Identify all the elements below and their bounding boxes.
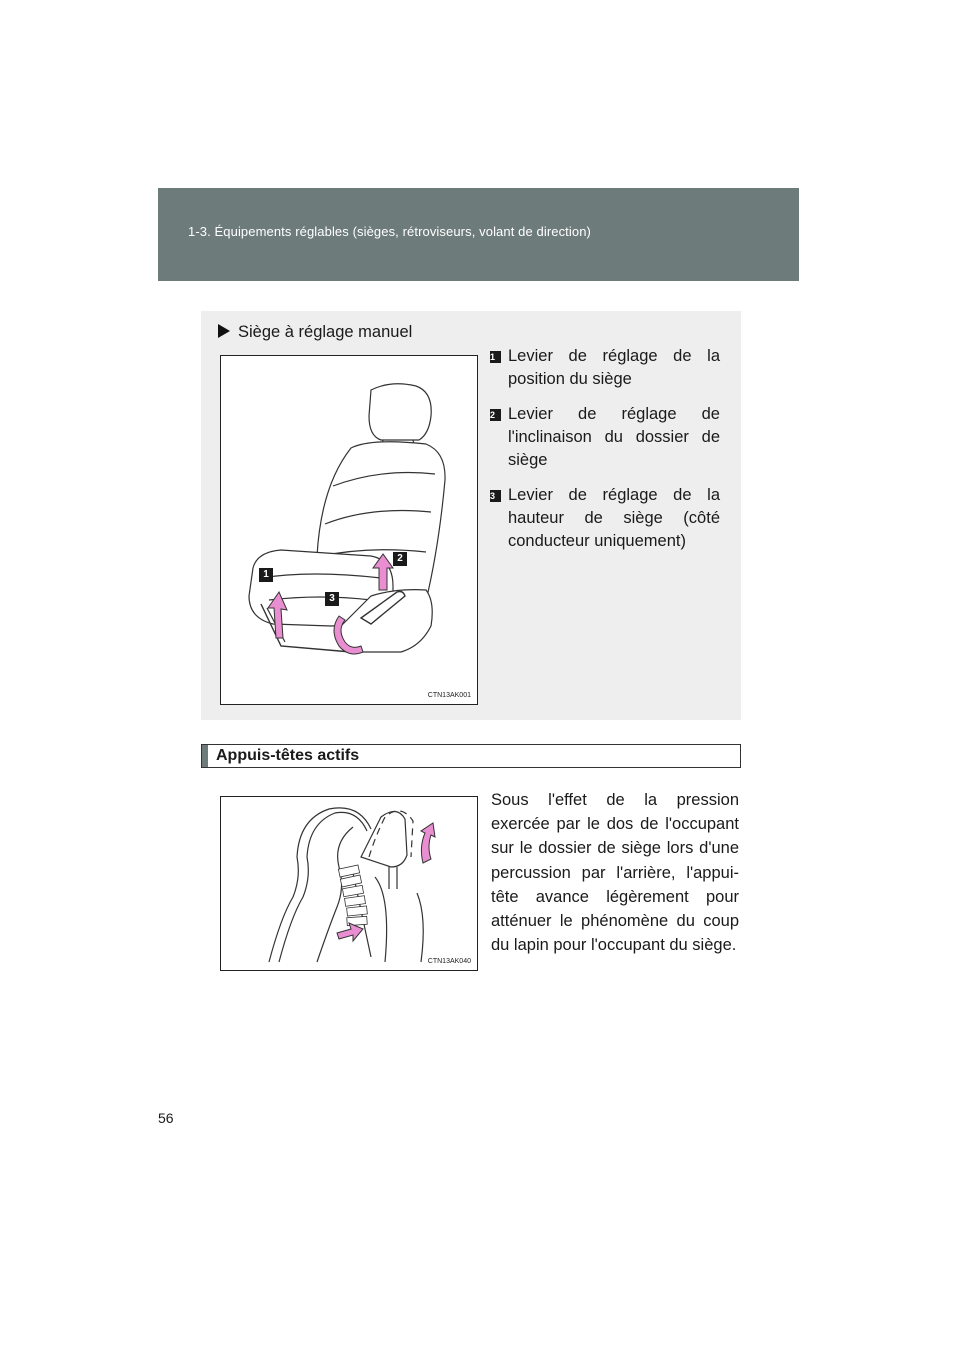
active-headrests-description: Sous l'effet de la pression exercée par le dos de l'occupant sur le dossier de siège lors d'une percussion par l'arrière, l'appui-tête avance légèrement pour atténuer le phénomène du coup du lapin pour l'occupant du siège. [491,791,739,955]
seat-drawing [221,356,477,704]
legend-item-text: Levier de réglage de la hauteur de siège (côté conducteur uniquement) [508,486,720,550]
callout-3: 3 [325,592,339,606]
spine-vertebrae [338,865,367,926]
headrest-drawing [221,797,477,970]
headrest-illustration [220,796,478,971]
callout-1: 1 [259,568,273,582]
legend-number-badge: 1 [490,351,501,363]
manual-seat-heading-text: Siège à réglage manuel [238,323,413,341]
section-header-band [158,188,799,281]
seat-illustration [220,355,478,705]
manual-seat-legend [490,345,720,565]
headrest-forward-arrow-icon [421,823,435,863]
section-bar-marker [202,745,208,767]
legend-item [490,403,720,472]
active-headrests-section-bar [201,744,741,768]
triangle-bullet-icon [218,324,230,338]
section-header-title: 1-3. Équipements réglables (sièges, rétroviseurs, volant de direction) [188,224,591,239]
legend-item-text: Levier de réglage de la position du siège [508,347,720,388]
legend-number-badge: 3 [490,490,501,502]
legend-item [490,345,720,391]
legend-item [490,484,720,553]
back-pressure-arrow-icon [337,923,363,941]
manual-seat-heading [218,323,412,342]
active-headrests-title: Appuis-têtes actifs [216,747,360,764]
figure-code: CTN13AK040 [427,958,471,965]
page-number: 56 [158,1110,174,1126]
callout-2: 2 [393,552,407,566]
legend-number-badge: 2 [490,409,501,421]
legend-item-text: Levier de réglage de l'inclinaison du dossier de siège [508,405,720,469]
figure-code: CTN13AK001 [427,692,471,699]
